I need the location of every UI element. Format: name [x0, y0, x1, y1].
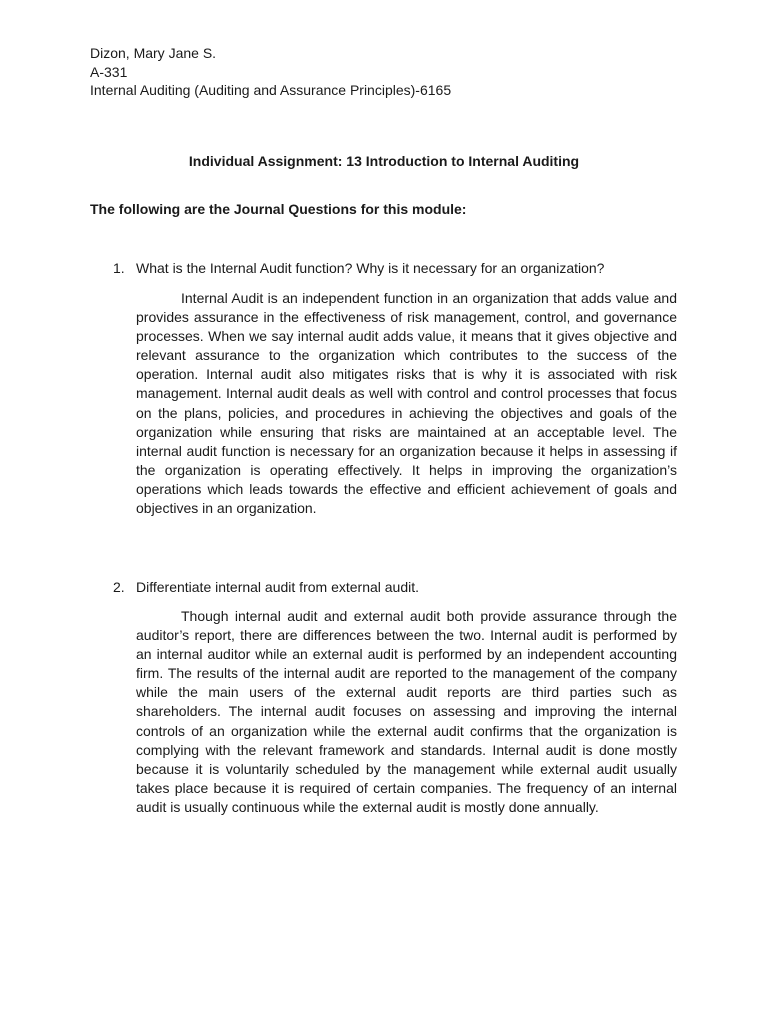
student-name: Dizon, Mary Jane S. — [90, 45, 217, 61]
question-item — [90, 259, 678, 278]
answer-paragraph: Internal Audit is an independent function in an organization that adds value and provides assurance in the effectiveness of risk management, control, and governance processes. When we say internal audit adds value, it means that it gives objective and relevant assurance to the organization which contributes to the success of the operation. Internal audit also mitigates risks that is why it is associated with risk management. Internal audit deals as well with control and control processes that focus on the plans, policies, and procedures in achieving the objectives and goals of the organization while ensuring that risks are maintained at an acceptable level. The internal audit function is necessary for an organization because it helps in assessing if the organization is operating effectively. It helps in improving the organization’s operations which leads towards the effective and efficient achievement of goals and objectives in an organization. — [136, 290, 677, 517]
answer-paragraph: Though internal audit and external audit both provide assurance through the auditor’s report, there are differences between the two. Internal audit is performed by an internal auditor while an external audit is performed by an independent accounting firm. The results of the internal audit are reported to the management of the company while the main users of the external audit reports are third parties such as shareholders. The internal audit focuses on assessing and improving the internal controls of an organization while the external audit confirms that the organization is complying with the relevant framework and standards. Internal audit is done mostly because it is voluntarily scheduled by the management while external audit usually takes place because it is required of certain companies. The frequency of an internal audit is usually continuous while the external audit is mostly done annually. — [136, 608, 677, 815]
section-subtitle: The following are the Journal Questions for this module: — [90, 201, 467, 217]
assignment-title: Individual Assignment: 13 Introduction to Internal Auditing — [188, 153, 580, 169]
question-item — [90, 578, 678, 597]
question-text: Differentiate internal audit from external audit. — [136, 579, 420, 595]
question-text: What is the Internal Audit function? Why is it necessary for an organization? — [136, 260, 605, 276]
course-name: Internal Auditing (Auditing and Assurance Principles)-6165 — [90, 82, 452, 98]
question-number: 1. — [113, 260, 125, 276]
question-number: 2. — [113, 579, 125, 595]
document-header — [90, 44, 451, 100]
student-section: A-331 — [90, 63, 128, 80]
